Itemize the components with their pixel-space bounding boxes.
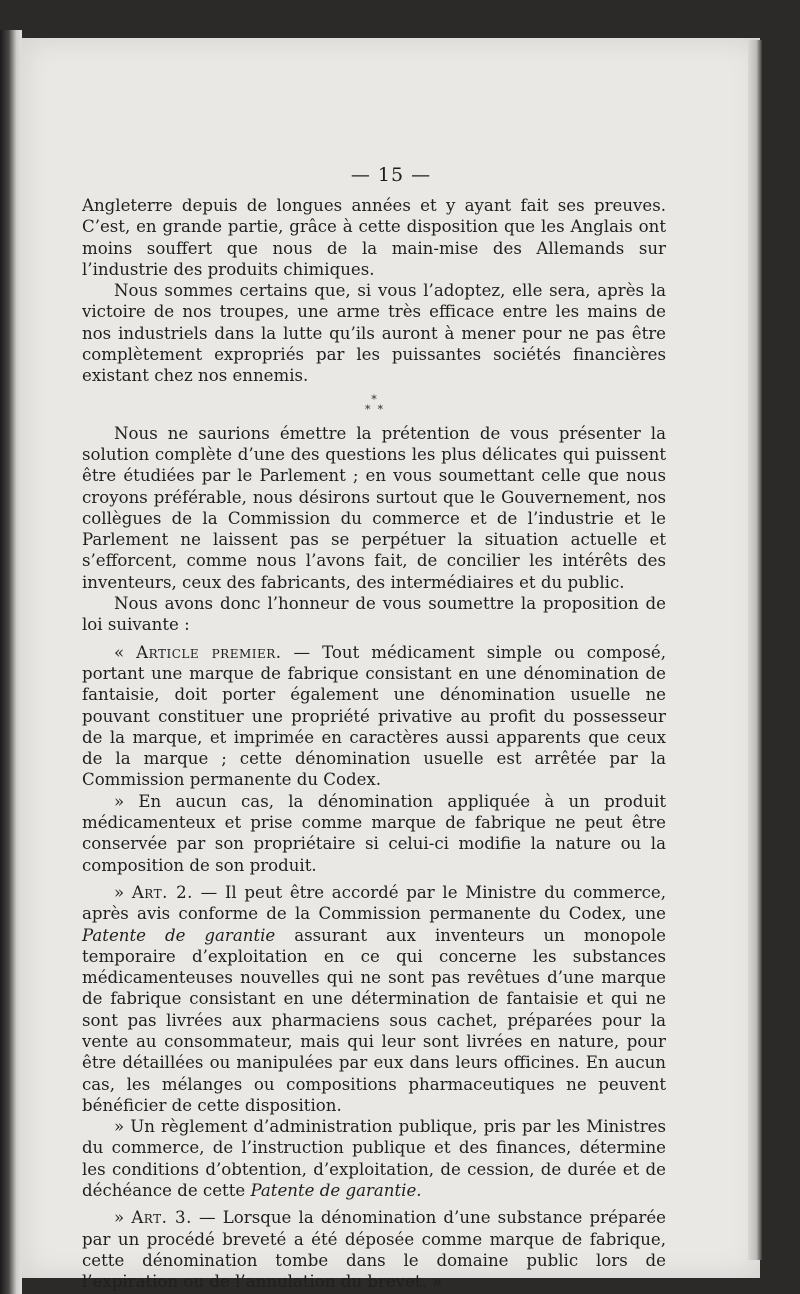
article-2-text-b: assurant aux inventeurs un monopole temporaire d’exploitation en ce qui concerne les substances médicamenteuses nouvelles qui ne sont pas revêtues d’une marque de fabrique consistant en une détermination de fantaisie et qui ne sont pas livrées aux pharmaciens sous cachet, préparées pour la vente au consommateur, mais qui leur sont livrées en nature, pour être détaillées ou manipulées par eux dans leurs officines. En aucun cas, les mélanges ou compositions pharmaceutiques ne peuvent bénéficier de cette disposition. bbox=[82, 925, 666, 1115]
article-2-p2-italic-term: Patente de garantie. bbox=[250, 1181, 422, 1201]
article-2-label: Art. 2. bbox=[131, 882, 193, 902]
article-2-p2-text: » Un règlement d’administration publique, pris par les Ministres du commerce, de l’instruction publique et des finances, détermine les conditions d’obtention, d’exploitation, de cession, de durée et de déchéance de cette bbox=[82, 1117, 666, 1201]
article-1 bbox=[82, 642, 666, 791]
article-1-label: Article premier. bbox=[136, 642, 282, 662]
asterism: * * * bbox=[365, 392, 383, 416]
article-1-paragraph-2: » En aucun cas, la dénomination appliquée à un produit médicamenteux et prise comme marque de fabrique ne peut être conservée par son propriétaire si celui-ci modifie la nature ou la composition de son produit. bbox=[82, 791, 666, 875]
article-3 bbox=[82, 1207, 666, 1292]
article-2-prefix: » bbox=[114, 882, 132, 902]
article-3-label: Art. 3. bbox=[131, 1208, 192, 1228]
page-right-edge bbox=[748, 40, 762, 1260]
article-3-prefix: » bbox=[114, 1208, 132, 1228]
paragraph-3: Nous ne saurions émettre la prétention de vous présenter la solution complète d’une des questions les plus délicates qui puissent être étudiées par le Parlement ; en vous soumettant celle que nous croyons préférable, nous désirons surtout que le Gouvernement, nos collègues de la Commission du commerce et de l’industrie et le Parlement ne laissent pas se perpétuer la situation actuelle et s’efforcent, comme nous l’avons fait, de concilier les intérêts des inventeurs, ceux des fabricants, des intermédiaires et du public. bbox=[82, 423, 666, 592]
article-2 bbox=[82, 882, 666, 1116]
paragraph-2: Nous sommes certains que, si vous l’adoptez, elle sera, après la victoire de nos troupes, une arme très efficace entre les mains de nos industriels dans la lutte qu’ils auront à mener pour ne pas être complètement expropriés par les puissantes sociétés financières existant chez nos ennemis. bbox=[82, 281, 666, 386]
article-1-text: — Tout médicament simple ou composé, portant une marque de fabrique consistant en une dénomination de fantaisie, doit porter également une dénomination usuelle ne pouvant constituer une propriété privative au profit du possesseur de la marque, et imprimée en caractères aussi apparents que ceux de la marque ; cette dénomination usuelle est arrêtée par la Commission permanente du Codex. bbox=[82, 642, 666, 790]
paragraph-1: Angleterre depuis de longues années et y ayant fait ses preuves. C’est, en grande partie, grâce à cette disposition que les Anglais ont moins souffert que nous de la main-mise des Allemands sur l’industrie des produits chimiques. bbox=[82, 196, 666, 279]
page-number: — 15 — bbox=[350, 164, 432, 186]
article-3-text: — Lorsque la dénomination d’une substance préparée par un procédé breveté a été déposée comme marque de fabrique, cette dénomination tombe dans le domaine public lors de l’expiration ou de l’annulation du brevet. » bbox=[82, 1208, 666, 1292]
section-separator bbox=[82, 392, 666, 416]
page-body bbox=[82, 195, 666, 1293]
article-2-text-a: — Il peut être accordé par le Ministre du commerce, après avis conforme de la Commission permanente du Codex, une bbox=[82, 882, 666, 924]
book-page bbox=[22, 38, 760, 1292]
paragraph-4: Nous avons donc l’honneur de vous soumettre la proposition de loi suivante : bbox=[82, 594, 666, 635]
book-spine-shadow bbox=[0, 30, 22, 1294]
article-2-italic-term: Patente de garantie bbox=[82, 925, 276, 945]
article-2-paragraph-2 bbox=[82, 1116, 666, 1201]
article-1-prefix: « bbox=[114, 642, 137, 662]
